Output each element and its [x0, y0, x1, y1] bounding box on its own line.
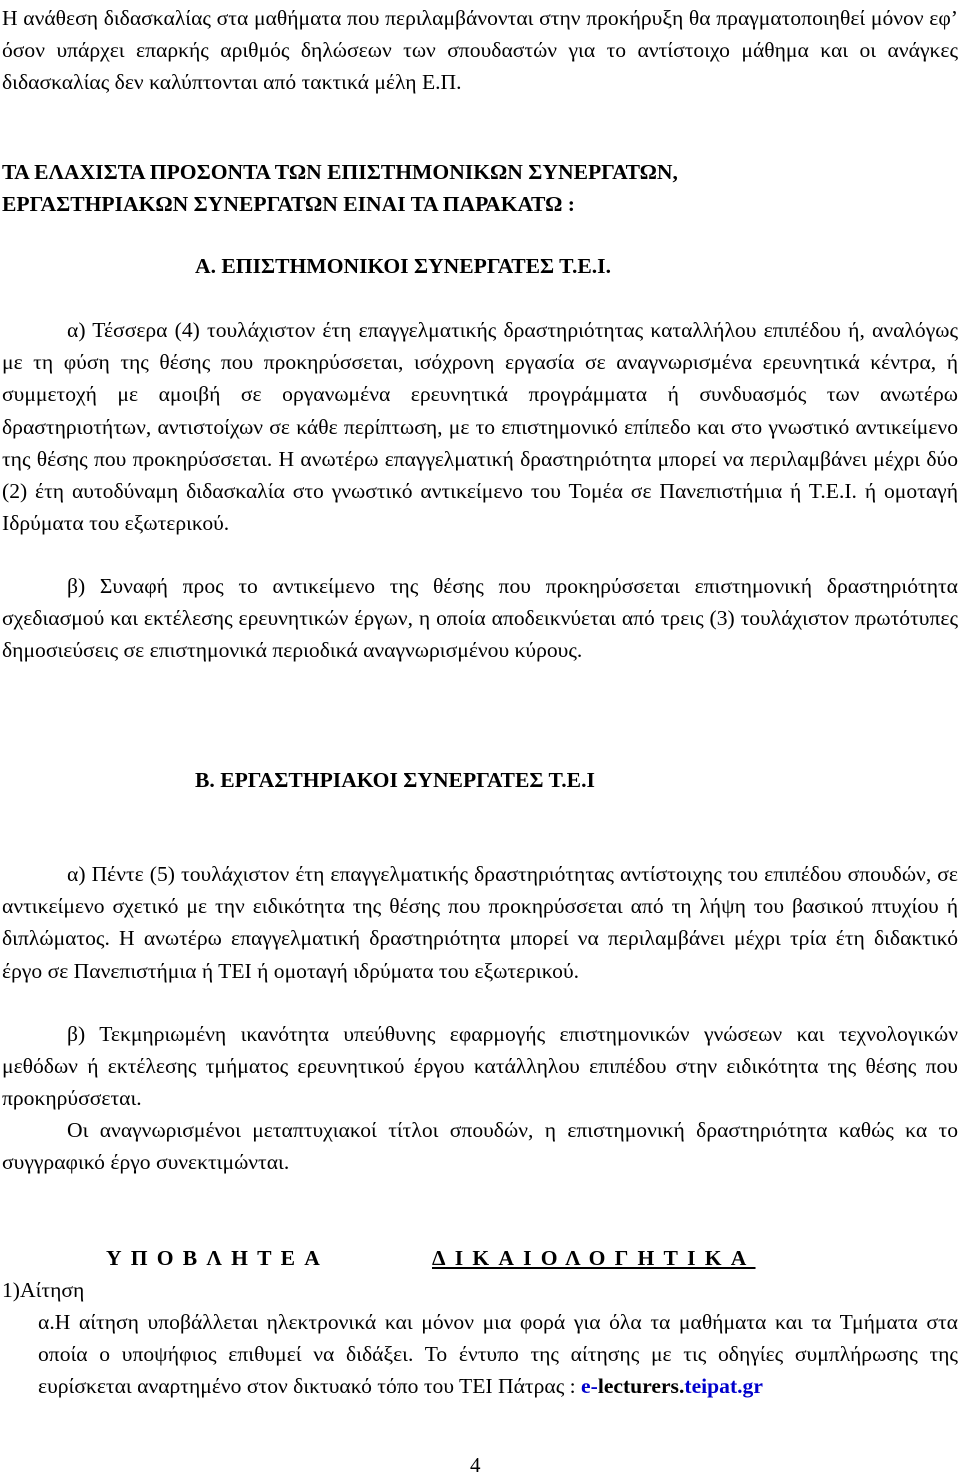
documents-heading-part2: ΔΙΚΑΙΟΛΟΓΗΤΙΚΑ — [432, 1246, 756, 1270]
section-b-heading: Β. ΕΡΓΑΣΤΗΡΙΑΚΟΙ ΣΥΝΕΡΓΑΤΕΣ Τ.Ε.Ι — [195, 768, 595, 792]
application-instructions: α.Η αίτηση υποβάλλεται ηλεκτρονικά και μόνον μια φορά για όλα τα μαθήματα και τα Τμήματα στα οποία ο υποψήφιος επιθυμεί να διδάξει. Το έντυπο της αίτησης με τις οδηγίες συμπλήρωσης της ευρίσκεται αναρτημένο στον δικτυακό τόπο του ΤΕΙ Πάτρας : — [38, 1310, 958, 1399]
requirements-heading-line2: ΕΡΓΑΣΤΗΡΙΑΚΩΝ ΣΥΝΕΡΓΑΤΩΝ ΕΙΝΑΙ ΤΑ ΠΑΡΑΚΑΤΩ : — [2, 192, 575, 216]
requirements-heading-line1: ΤΑ ΕΛΑΧΙΣΤΑ ΠΡΟΣΟΝΤΑ ΤΩΝ ΕΠΙΣΤΗΜΟΝΙΚΩΝ ΣΥΝΕΡΓΑΤΩΝ, — [2, 160, 678, 184]
documents-item1-text — [38, 1306, 958, 1403]
section-a-item-b: β) Συναφή προς το αντικείμενο της θέσης που προκηρύσσεται επιστημονική δραστηριότητα σχεδιασμού και εκτέλεσης ερευνητικών έργων, η οποία αποδεικνύεται από τρεις (3) τουλάχιστον πρωτότυπες δημοσιεύσεις σε επιστημονικά περιοδικά αναγνωρισμένου κύρους. — [2, 574, 958, 663]
section-a-item-a: α) Τέσσερα (4) τουλάχιστον έτη επαγγελματικής δραστηριότητας καταλλήλου επιπέδου ή, αναλόγως με τη φύση της θέσης που προκηρύσσεται, ισόχρονη εργασία σε αναγνωρισμένα ερευνητικά κέντρα, ή συμμετοχή με αμοιβή σε οργανωμένα ερευνητικά προγράμματα ή συνδυασμός των ανωτέρω δραστηριοτήτων, αντιστοίχων σε κάθε περίπτωση, με το επιστημονικό επίπεδο και στο γνωστικό αντικείμενο της θέσης που προκηρύσσεται. Η ανωτέρω επαγγελματική δραστηριότητα μπορεί να περιλαμβάνει μέχρι δύο (2) έτη αυτοδύναμη διδασκαλία στο γνωστικό αντικείμενο του Τομέα σε Πανεπιστήμια ή Τ.Ε.Ι. ή ομοταγή Ιδρύματα του εξωτερικού. — [2, 318, 958, 536]
link-e-prefix[interactable]: e- — [581, 1374, 598, 1399]
intro-paragraph: Η ανάθεση διδασκαλίας στα μαθήματα που περιλαμβάνονται στην προκήρυξη θα πραγματοποιηθεί μόνον εφ’ όσον υπάρχει επαρκής αριθμός δηλώσεων των σπουδαστών για το αντίστοιχο μάθημα και οι ανάγκες διδασκαλίας δεν καλύπτονται από τακτικά μέλη Ε.Π. — [2, 6, 958, 95]
section-a-heading: Α. ΕΠΙΣΤΗΜΟΝΙΚΟΙ ΣΥΝΕΡΓΑΤΕΣ Τ.Ε.Ι. — [195, 254, 611, 278]
link-lecturers[interactable]: lecturers. — [597, 1374, 685, 1399]
section-b-item-a: α) Πέντε (5) τουλάχιστον έτη επαγγελματικής δραστηριότητας αντίστοιχης του επιπέδου σπουδών, σε αντικείμενο σχετικό με την ειδικότητα της θέσης που προκηρύσσεται από τη λήψη του βασικού πτυχίου ή διπλώματος. Η ανωτέρω επαγγελματική δραστηριότητα μπορεί να περιλαμβάνει μέχρι τρία έτη διδακτικό έργο σε Πανεπιστήμια ή ΤΕΙ ή ομοταγή ιδρύματα του εξωτερικού. — [2, 862, 958, 983]
page-number: 4 — [470, 1453, 481, 1477]
section-b-note: Οι αναγνωρισμένοι μεταπτυχιακοί τίτλοι σπουδών, η επιστημονική δραστηριότητα καθώς κα το συγγραφικό έργο συνεκτιμώνται. — [2, 1118, 958, 1175]
link-teipat-domain[interactable]: teipat.gr — [684, 1374, 763, 1399]
documents-heading-part1: ΥΠΟΒΛΗΤΕΑ — [106, 1246, 330, 1270]
section-b-item-b: β) Τεκμηριωμένη ικανότητα υπεύθυνης εφαρμογής επιστημονικών γνώσεων και τεχνολογικών μεθόδων ή εκτέλεσης τμήματος ερευνητικού έργου κατάλληλου επιπέδου στην ειδικότητα της θέσης που προκηρύσσεται. — [2, 1022, 958, 1111]
documents-item1-label: 1)Αίτηση — [2, 1278, 85, 1302]
